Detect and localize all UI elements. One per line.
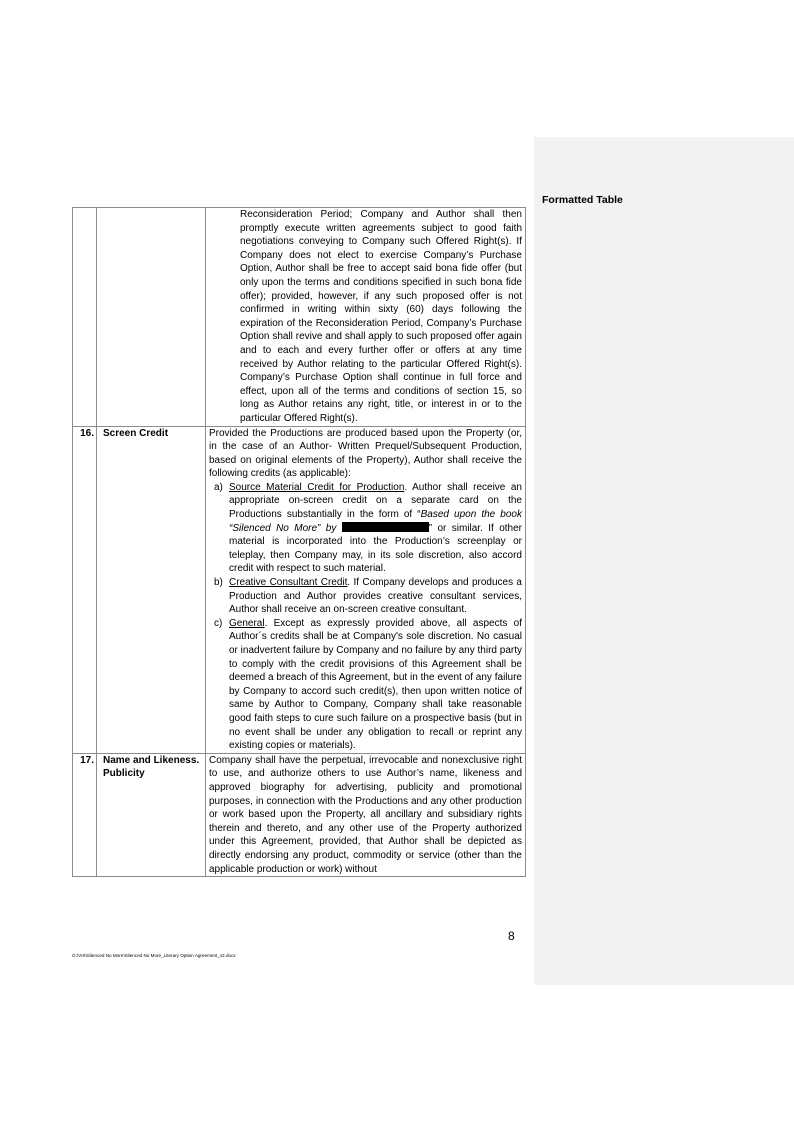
source-material-credit-title: Source Material Credit for Production xyxy=(229,481,405,493)
list-marker-b: b) xyxy=(214,577,223,589)
row-number-cell xyxy=(73,208,97,427)
table-row-16 xyxy=(73,426,526,753)
creative-consultant-credit-title: Creative Consultant Credit xyxy=(229,577,348,589)
section-body-17 xyxy=(206,753,526,876)
page-number: 8 xyxy=(508,929,515,943)
list-text-c: General. Except as expressly provided above, all aspects of Author´s credits shall be at Company's sole discretion. No casual or inadvertent failure by Company and no failure by any third party to comply with the credit provisions of this Agreement shall be deemed a breach of this Agreement, but in the event of any failure by Company to accord such credit(s), then upon written notice of same by Author to Company, Company shall take reasonable good faith steps to cure such failure on a prospective basis (but in no event shall be under any obligation to recall or reprint any existing copies or materials). xyxy=(229,617,522,752)
agreement-table xyxy=(72,207,526,877)
list-item-c xyxy=(209,617,522,753)
section-heading-name-likeness: Name and Likeness. Publicity xyxy=(97,753,206,876)
screen-credit-intro: Provided the Productions are produced based upon the Property (or, in the case of an Author- Written Prequel/Subsequent Production, based on original elements of the Property), Author shall receive the following credits (as applicable): xyxy=(209,427,522,480)
general-title: General xyxy=(229,617,265,629)
table-row-17 xyxy=(73,753,526,876)
table-row-continued xyxy=(73,208,526,427)
section-body-16 xyxy=(206,426,526,753)
list-item-b xyxy=(209,576,522,617)
footer-file-path: G:\VIS\Silenced No More\Silenced No More_Literary Option Agreement_v2.docx xyxy=(72,953,236,958)
list-item-a xyxy=(209,481,522,576)
formatted-table-label: Formatted Table xyxy=(542,194,623,206)
list-marker-a: a) xyxy=(214,481,223,493)
section-number-17: 17. xyxy=(73,753,97,876)
name-likeness-paragraph: Company shall have the perpetual, irrevocable and nonexclusive right to use, and authorize others to use Author’s name, likeness and approved biography for advertising, publicity and promotional purposes, in connection with the Productions and any other production or work based upon the Property, all ancillary and subsidiary rights therein and thereto, and any other use of the Property authorized under this Agreement, provided, that Author shall be depicted as directly endorsing any product, commodity or service (other than the applicable production or work) without xyxy=(209,754,522,875)
comment-pane xyxy=(534,137,794,985)
section-heading-screen-credit: Screen Credit xyxy=(97,426,206,753)
row-body-cell xyxy=(206,208,526,427)
list-text-b: Creative Consultant Credit. If Company develops and produces a Production and Author provides creative consultant services, Author shall receive an on-screen creative consultant. xyxy=(229,577,522,616)
list-text-a: Source Material Credit for Production. Author shall receive an appropriate on-screen credit on a separate card on the Productions substantially in the form of “Based upon the book “Silenced No More” by ” or similar. If other material is incorporated into the Production’s screenplay or teleplay, then Company may, in its sole discretion, also accord credit with respect to such material. xyxy=(229,481,522,575)
list-marker-c: c) xyxy=(214,617,223,629)
redaction-box xyxy=(342,522,429,532)
section-number-16: 16. xyxy=(73,426,97,753)
continued-paragraph: Reconsideration Period; Company and Author shall then promptly execute written agreements subject to good faith negotiations conveying to Company such Offered Right(s). If Company does not elect to exercise Company’s Purchase Option, Author shall be free to accept said bona fide offer (but only upon the terms and conditions specified in such bona fide offer); provided, however, if any such proposed offer is not confirmed in writing within sixty (60) days following the expiration of the Reconsideration Period, Company’s Purchase Option shall revive and shall apply to such proposed offer again and to each and every further offer or offers at any time received by Author relating to the particular Offered Right(s). Company’s Purchase Option shall continue in full force and effect, upon all of the terms and conditions of section 15, so long as Author retains any right, title, or interest in or to the particular Offered Right(s). xyxy=(240,209,522,424)
row-heading-cell xyxy=(97,208,206,427)
